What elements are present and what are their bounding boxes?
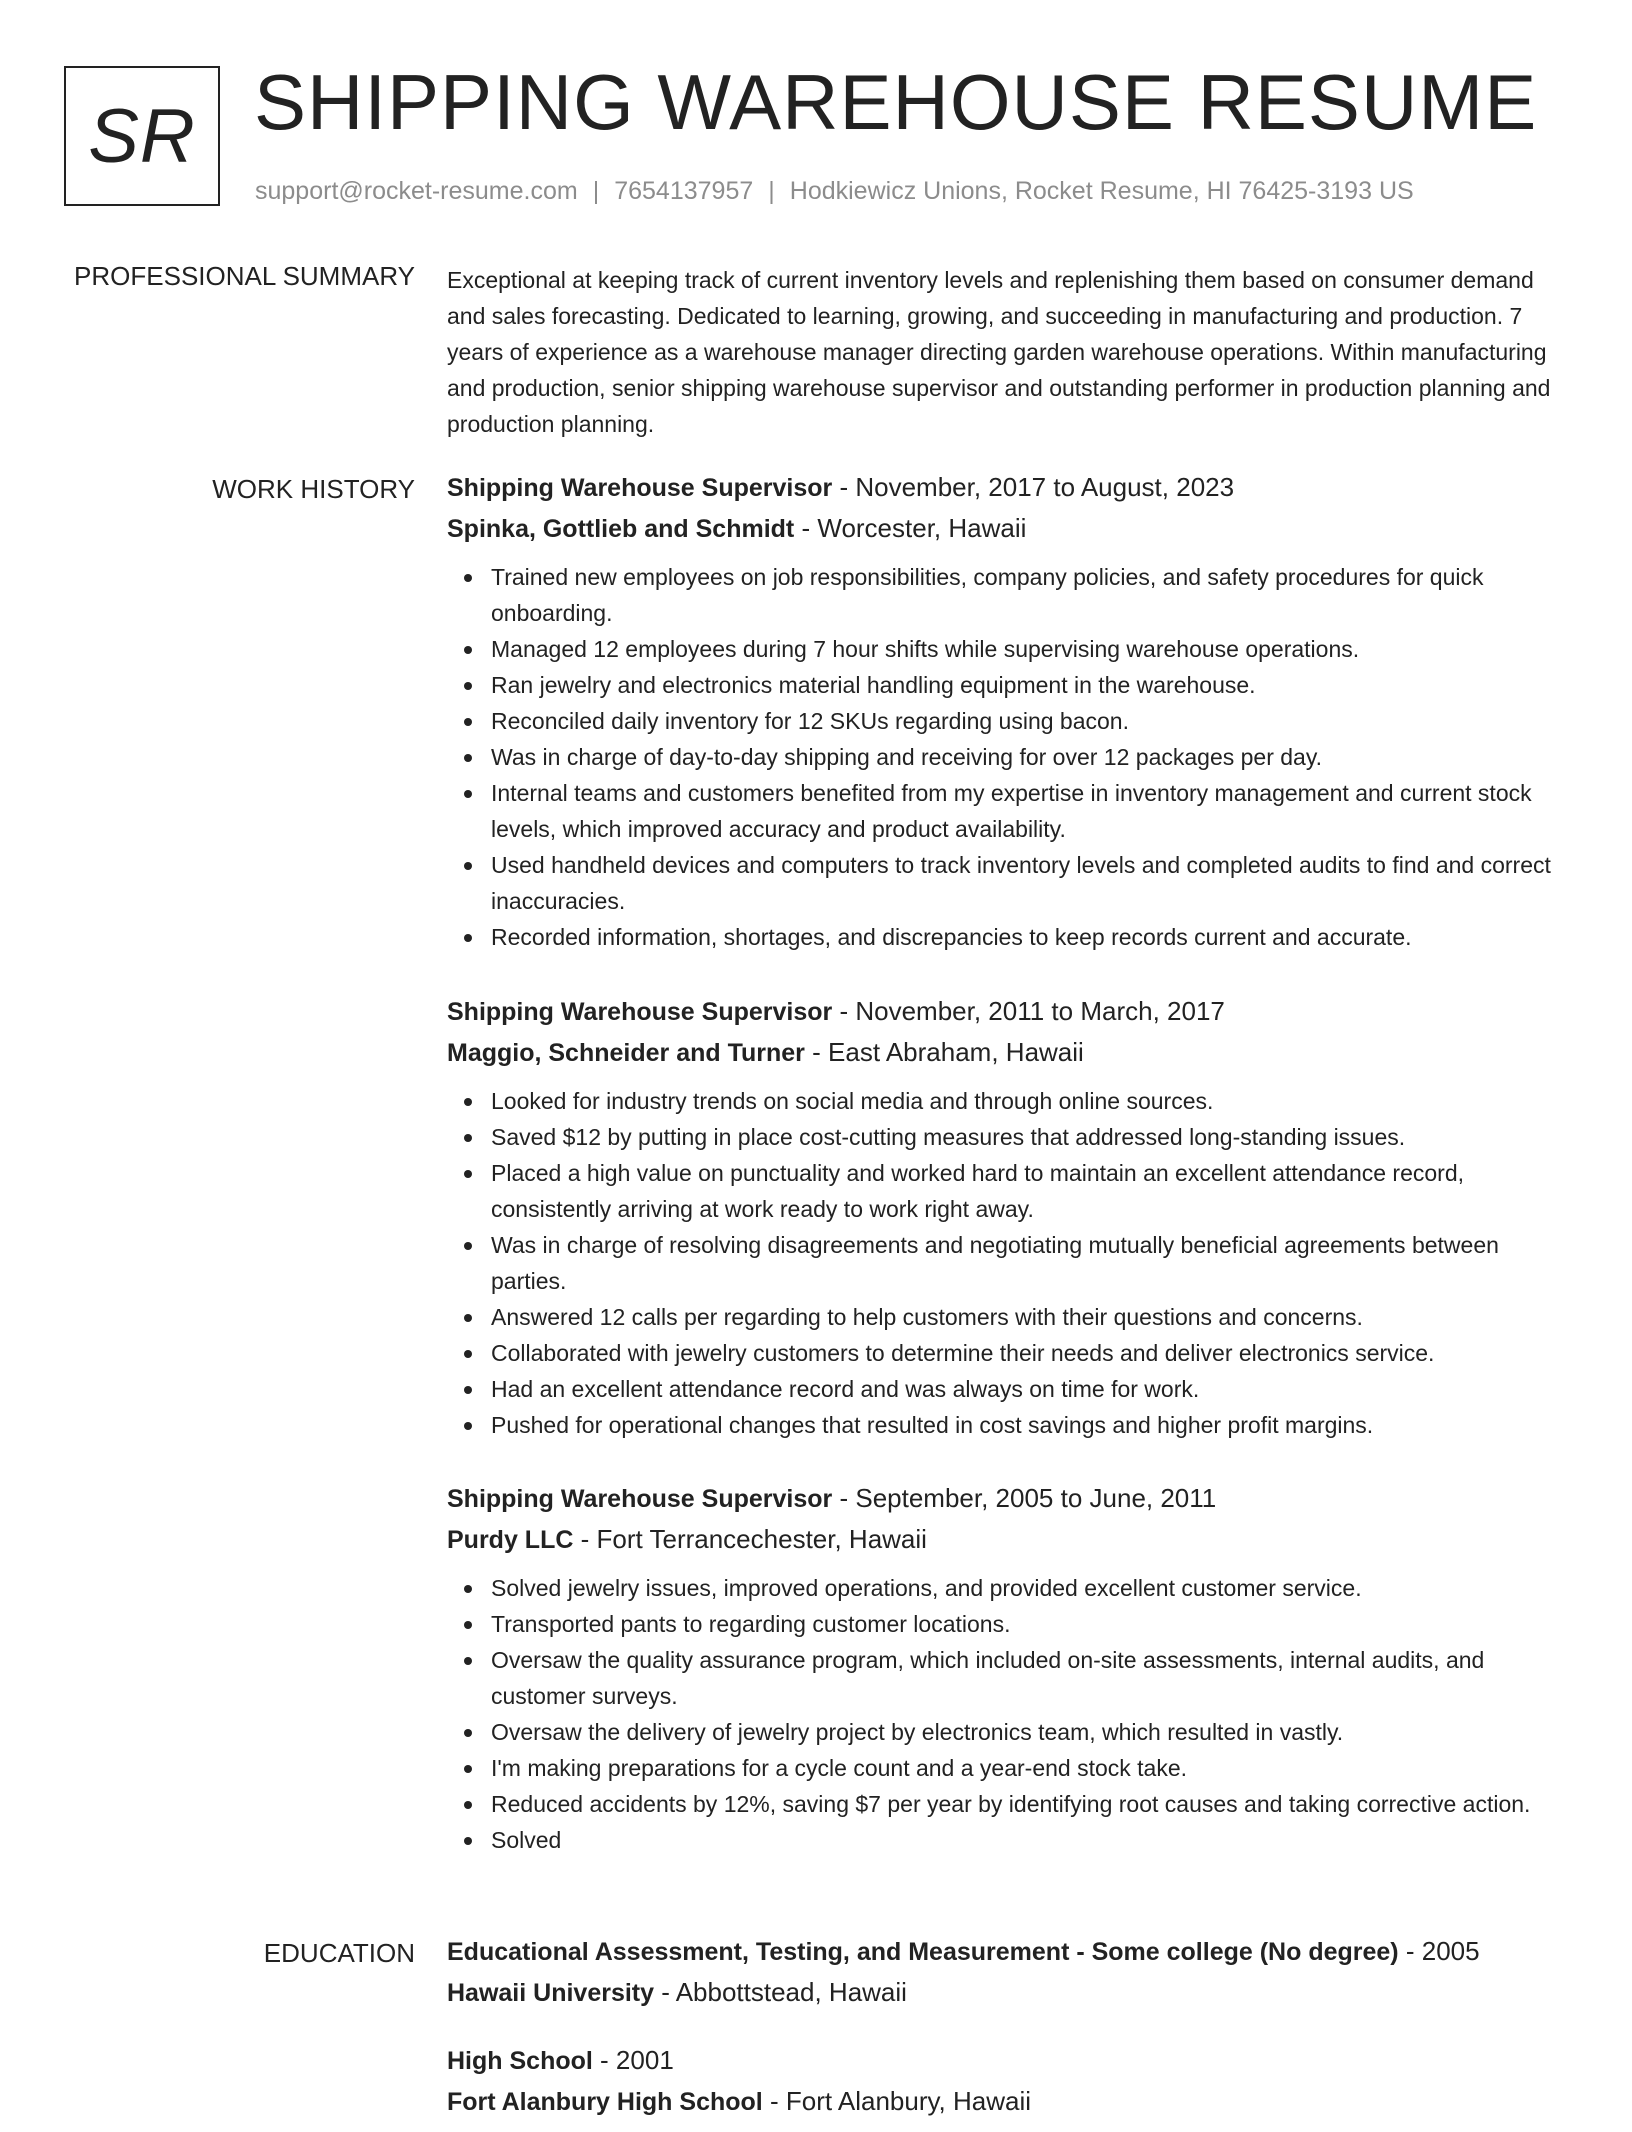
job-bullet: Solved bbox=[491, 1822, 1567, 1858]
education-year: - 2001 bbox=[592, 2045, 674, 2075]
job-bullet: Recorded information, shortages, and discrepancies to keep records current and accurate. bbox=[491, 919, 1567, 955]
job-dates: - September, 2005 to June, 2011 bbox=[832, 1483, 1217, 1513]
job-bullet: I'm making preparations for a cycle count and a year-end stock take. bbox=[491, 1750, 1567, 1786]
education-location: - Abbottstead, Hawaii bbox=[654, 1977, 907, 2007]
job-bullet: Used handheld devices and computers to track inventory levels and completed audits to find and correct inaccuracies. bbox=[491, 847, 1567, 919]
contact-separator: | bbox=[592, 177, 600, 205]
job-bullet: Saved $12 by putting in place cost-cutting measures that addressed long-standing issues. bbox=[491, 1119, 1567, 1155]
job-bullet: Internal teams and customers benefited from my expertise in inventory management and current stock levels, which improved accuracy and product availability. bbox=[491, 775, 1567, 847]
contact-separator: | bbox=[768, 177, 775, 205]
job-heading bbox=[447, 991, 1567, 1032]
job-bullet: Oversaw the delivery of jewelry project by electronics team, which resulted in vastly. bbox=[491, 1714, 1567, 1750]
education-entry bbox=[447, 2040, 1567, 2132]
job-location: - East Abraham, Hawaii bbox=[804, 1037, 1084, 1067]
job-bullet: Transported pants to regarding customer locations. bbox=[491, 1606, 1567, 1642]
education-entry bbox=[447, 1931, 1567, 2023]
job-employer bbox=[447, 1032, 1567, 1073]
section-label-education: EDUCATION bbox=[263, 1938, 415, 1968]
job-bullet: Solved jewelry issues, improved operations, and provided excellent customer service. bbox=[491, 1570, 1567, 1606]
monogram-badge: SR bbox=[64, 66, 220, 206]
contact-phone[interactable]: 7654137957 bbox=[614, 177, 754, 205]
education-year: - 2005 bbox=[1398, 1936, 1480, 1966]
job-bullets bbox=[447, 559, 1567, 955]
job-company: Maggio, Schneider and Turner bbox=[447, 1039, 805, 1067]
education-school: Hawaii University bbox=[447, 1979, 655, 2007]
job-heading bbox=[447, 467, 1567, 508]
education-degree: High School bbox=[447, 2047, 593, 2075]
job-title: Shipping Warehouse Supervisor bbox=[447, 1485, 833, 1513]
job-entry bbox=[447, 991, 1567, 1443]
education-heading bbox=[447, 1931, 1567, 1972]
job-bullet: Pushed for operational changes that resulted in cost savings and higher profit margins. bbox=[491, 1407, 1567, 1443]
job-bullet: Reduced accidents by 12%, saving $7 per year by identifying root causes and taking corrective action. bbox=[491, 1786, 1567, 1822]
contact-address: Hodkiewicz Unions, Rocket Resume, HI 76425-3193 US bbox=[789, 177, 1414, 205]
job-location: - Fort Terrancechester, Hawaii bbox=[573, 1524, 927, 1554]
education-degree: Educational Assessment, Testing, and Measurement - Some college (No degree) bbox=[447, 1938, 1399, 1966]
job-bullets bbox=[447, 1083, 1567, 1443]
education-school-line bbox=[447, 2081, 1567, 2122]
job-employer bbox=[447, 508, 1567, 549]
education-heading bbox=[447, 2040, 1567, 2081]
job-bullet: Had an excellent attendance record and was always on time for work. bbox=[491, 1371, 1567, 1407]
job-bullet: Collaborated with jewelry customers to determine their needs and deliver electronics service. bbox=[491, 1335, 1567, 1371]
job-bullet: Looked for industry trends on social media and through online sources. bbox=[491, 1083, 1567, 1119]
job-bullet: Was in charge of day-to-day shipping and receiving for over 12 packages per day. bbox=[491, 739, 1567, 775]
job-bullet: Ran jewelry and electronics material handling equipment in the warehouse. bbox=[491, 667, 1567, 703]
job-bullet: Managed 12 employees during 7 hour shifts while supervising warehouse operations. bbox=[491, 631, 1567, 667]
job-dates: - November, 2011 to March, 2017 bbox=[832, 996, 1225, 1026]
resume-name: SHIPPING WAREHOUSE RESUME bbox=[254, 58, 1538, 146]
job-bullet: Oversaw the quality assurance program, which included on-site assessments, internal audits, and customer surveys. bbox=[491, 1642, 1567, 1714]
job-entry bbox=[447, 467, 1567, 955]
section-label-summary: PROFESSIONAL SUMMARY bbox=[74, 261, 415, 291]
job-bullet: Placed a high value on punctuality and worked hard to maintain an excellent attendance record, consistently arriving at work ready to work right away. bbox=[491, 1155, 1567, 1227]
education-school-line bbox=[447, 1972, 1567, 2013]
job-title: Shipping Warehouse Supervisor bbox=[447, 998, 833, 1026]
job-company: Purdy LLC bbox=[447, 1526, 574, 1554]
education-location: - Fort Alanbury, Hawaii bbox=[762, 2086, 1032, 2116]
job-company: Spinka, Gottlieb and Schmidt bbox=[447, 515, 795, 543]
job-dates: - November, 2017 to August, 2023 bbox=[832, 472, 1235, 502]
job-bullet: Trained new employees on job responsibilities, company policies, and safety procedures for quick onboarding. bbox=[491, 559, 1567, 631]
contact-line bbox=[255, 174, 1414, 208]
job-bullet: Was in charge of resolving disagreements and negotiating mutually beneficial agreements between parties. bbox=[491, 1227, 1567, 1299]
job-bullets bbox=[447, 1570, 1567, 1858]
job-title: Shipping Warehouse Supervisor bbox=[447, 474, 833, 502]
job-bullet: Answered 12 calls per regarding to help customers with their questions and concerns. bbox=[491, 1299, 1567, 1335]
job-employer bbox=[447, 1519, 1567, 1560]
section-label-work-history: WORK HISTORY bbox=[212, 474, 415, 504]
contact-email[interactable]: support@rocket-resume.com bbox=[255, 177, 578, 205]
job-bullet: Reconciled daily inventory for 12 SKUs regarding using bacon. bbox=[491, 703, 1567, 739]
job-location: - Worcester, Hawaii bbox=[794, 513, 1027, 543]
education-school: Fort Alanbury High School bbox=[447, 2088, 763, 2116]
job-heading bbox=[447, 1478, 1567, 1519]
job-entry bbox=[447, 1478, 1567, 1858]
summary-text: Exceptional at keeping track of current inventory levels and replenishing them based on consumer demand and sales forecasting. Dedicated to learning, growing, and succeeding in manufacturing and production. 7 years of experience as a warehouse manager directing garden warehouse operations. Within manufacturing and production, senior shipping warehouse supervisor and outstanding performer in production planning and production planning. bbox=[447, 267, 1551, 437]
